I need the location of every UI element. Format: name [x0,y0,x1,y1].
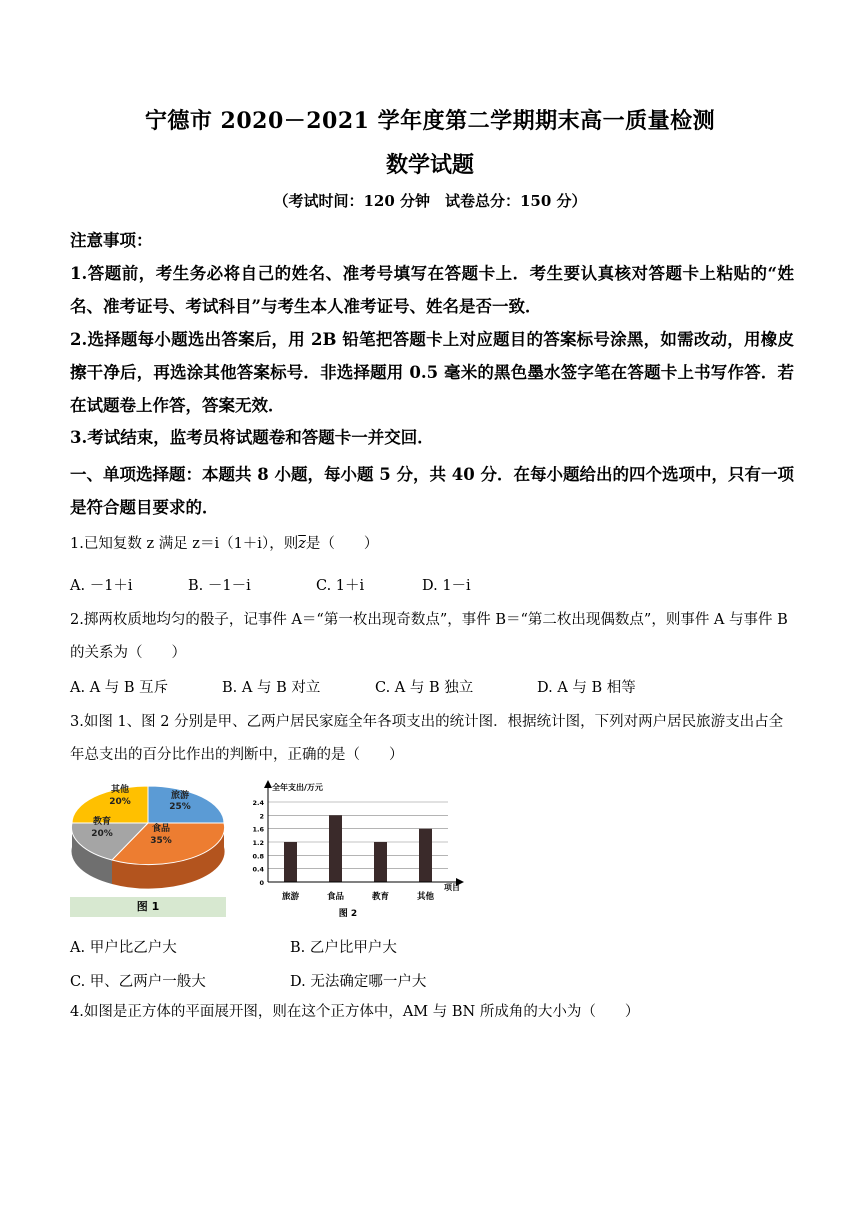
q1-option-c: C. 1＋i [316,578,365,594]
bar-x-axis-label: 项目 [444,883,460,892]
pie-label-food: 食品 [151,824,171,834]
bar-x-ticks [282,891,435,902]
q3-option-a: A. 甲户比乙户大 [70,940,177,956]
figure-1-caption: 图 1 [70,897,226,917]
bar-y-axis-label: 全年支出/万元 [272,783,323,792]
q3-option-d: D. 无法确定哪一户大 [290,974,427,990]
bar-1 [329,815,342,882]
notes-heading: 注意事项： [70,231,153,250]
bar-y-tick-label: 0 [259,879,264,887]
figure-2-bar-chart [238,778,478,920]
figure-1-pie-chart [68,774,228,898]
pie-label-other: 其他 [110,785,130,795]
question-3-options-row-2 [70,970,794,994]
bar-category-label: 其他 [416,892,435,902]
question-4-stem: 4.如图是正方体的平面展开图，则在这个正方体中，AM 与 BN 所成角的大小为（ ） [70,1004,640,1020]
question-1-stem [70,528,794,561]
q2-option-b: B. A 与 B 对立 [222,680,321,696]
y-axis-arrow [264,780,272,788]
bar-0 [284,842,297,882]
bar-2 [374,842,387,882]
question-2-stem: 2.掷两枚质地均匀的骰子，记事件 A＝“第一枚出现奇数点”，事件 B＝“第二枚出现偶数点”，则事件 A 与事件 B 的关系为（ ） [70,612,788,661]
bar-y-tick-label: 2.4 [252,799,264,807]
exam-subtitle: 数学试题 [385,152,474,178]
pie-value-other: 20% [109,797,131,807]
question-3-stem: 3.如图 1、图 2 分别是甲、乙两户居民家庭全年各项支出的统计图．根据统计图，下列对两户居民旅游支出占全年总支出的百分比作出的判断中，正确的是（ ） [70,714,784,763]
q1-option-b: B. －1－i [188,578,251,594]
q1-option-d: D. 1－i [422,578,471,594]
note-item-1: 1.答题前，考生务必将自己的姓名、准考号填写在答题卡上．考生要认真核对答题卡上粘贴的“姓名、准考证号、考试科目”与考生本人准考证号、姓名是否一致． [70,264,794,316]
figure-2-caption: 图 2 [338,909,358,919]
exam-title: 宁德市 2020－2021 学年度第二学期期末高一质量检测 [144,108,716,134]
bar-bars [284,815,432,882]
pie-label-travel: 旅游 [170,791,190,801]
bar-y-tick-label: 1.2 [252,839,264,847]
note-item-2: 2.选择题每小题选出答案后，用 2B 铅笔把答题卡上对应题目的答案标号涂黑，如需改动，用橡皮擦干净后，再选涂其他答案标号．非选择题用 0.5 毫米的黑色墨水签字笔在答题卡上书写作答．若在试题卷上作答，答案无效． [70,330,794,415]
question-1-stem-a: 1.已知复数 z 满足 z＝i（1＋i），则 [70,536,299,552]
q2-option-c: C. A 与 B 独立 [375,680,474,696]
exam-info: （考试时间：120 分钟 试卷总分：150 分） [273,192,587,210]
question-1-stem-b: 是（ ） [305,536,379,552]
section-heading: 一、单项选择题：本题共 8 小题，每小题 5 分，共 40 分．在每小题给出的四个选项中，只有一项是符合题目要求的． [70,465,794,517]
bar-category-label: 食品 [326,892,345,902]
q3-option-c: C. 甲、乙两户一般大 [70,974,206,990]
question-2-options [70,676,794,700]
bar-3 [419,829,432,882]
pie-label-education: 教育 [92,817,112,827]
bar-y-ticks [252,799,264,887]
q2-option-d: D. A 与 B 相等 [537,680,636,696]
q1-option-a: A. －1＋i [70,578,133,594]
question-3-options-row-1 [70,936,794,960]
bar-category-label: 旅游 [281,892,300,902]
pie-value-education: 20% [91,829,113,839]
bar-y-tick-label: 0.4 [252,865,264,874]
pie-value-travel: 25% [169,802,191,812]
q2-option-a: A. A 与 B 互斥 [70,680,169,696]
pie-value-food: 35% [150,836,172,846]
question-1-options [70,574,794,598]
q3-option-b: B. 乙户比甲户大 [290,940,397,956]
bar-category-label: 教育 [371,892,390,902]
bar-y-tick-label: 0.8 [252,852,264,861]
bar-y-tick-label: 2 [259,812,264,821]
note-item-3: 3.考试结束，监考员将试题卷和答题卡一并交回． [70,428,434,447]
z-conjugate: $\overline{z}$ [298,536,306,552]
bar-y-tick-label: 1.6 [252,825,264,834]
